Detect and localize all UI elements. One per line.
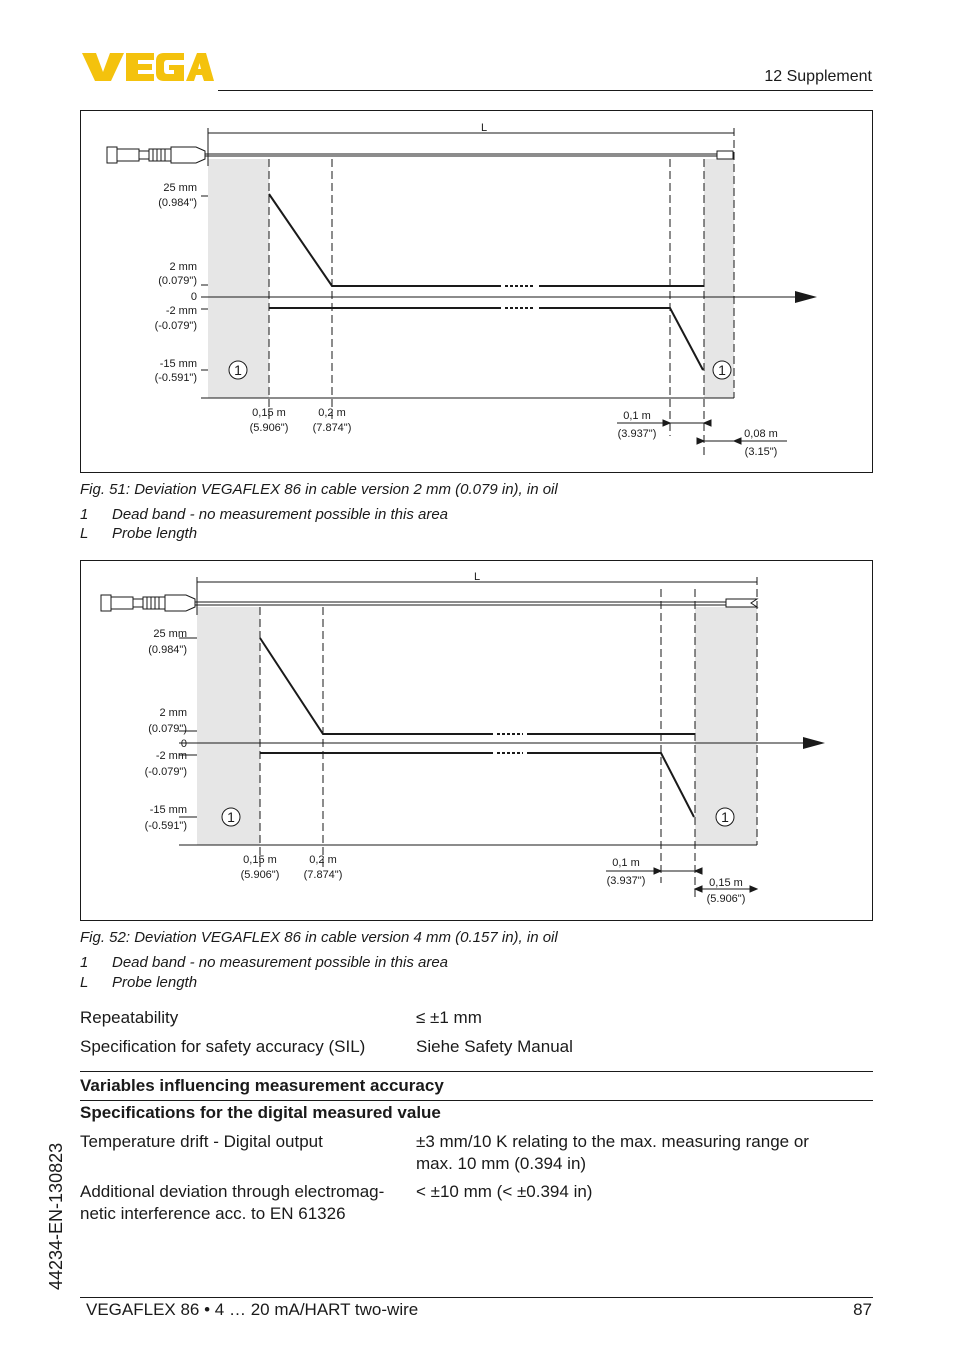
figure-52 (80, 560, 873, 921)
figure-52-caption: Fig. 52: Deviation VEGAFLEX 86 in cable version 4 mm (0.157 in), in oil (80, 929, 558, 946)
svg-text:(5.906"): (5.906") (706, 893, 746, 905)
svg-text:(0.984"): (0.984") (148, 644, 187, 656)
svg-text:1: 1 (234, 362, 242, 378)
y-label-25mm: 25 mm (153, 628, 187, 640)
figure-51 (80, 110, 873, 473)
probe-icon (107, 147, 733, 163)
vega-logo (80, 50, 214, 84)
upper-deviation-curve (269, 194, 501, 286)
upper-deviation-curve (260, 638, 493, 734)
svg-text:(3.937"): (3.937") (606, 875, 646, 887)
svg-text:(0.079"): (0.079") (158, 275, 197, 287)
svg-text:(7.874"): (7.874") (312, 422, 352, 434)
footer-rule (80, 1297, 873, 1298)
svg-text:(0.984"): (0.984") (158, 197, 197, 209)
y-label-minus15mm: -15 mm (159, 358, 197, 370)
section-rule (80, 1071, 873, 1072)
figure-51-caption: Fig. 51: Deviation VEGAFLEX 86 in cable version 2 mm (0.079 in), in oil (80, 481, 558, 498)
svg-text:(0.079"): (0.079") (148, 723, 187, 735)
svg-text:(-0.079"): (-0.079") (154, 320, 197, 332)
x-label-01m: 0,1 m (623, 410, 651, 422)
x-label-01m: 0,1 m (612, 857, 640, 869)
svg-text:(-0.591"): (-0.591") (144, 820, 187, 832)
svg-text:(5.906"): (5.906") (240, 869, 280, 881)
y-label-minus15mm: -15 mm (149, 804, 187, 816)
figure-51-diagram (81, 111, 872, 472)
header-rule (218, 90, 873, 91)
y-label-25mm: 25 mm (163, 182, 197, 194)
axis-arrow-icon (803, 737, 825, 749)
x-label-02m: 0,2 m (309, 854, 337, 866)
variables-heading: Variables influencing measurement accuracy (80, 1076, 444, 1095)
spec-row-sil: Specification for safety accuracy (SIL) Siehe Safety Manual (80, 1037, 573, 1056)
svg-text:(-0.079"): (-0.079") (144, 766, 187, 778)
length-label: L (473, 571, 481, 583)
spec-row-repeatability: Repeatability ≤ ±1 mm (80, 1008, 482, 1027)
figure-52-diagram (81, 561, 872, 920)
spec-row-emi: Additional deviation through electromag- netic interference acc. to EN 61326 < ±10 mm (< ±0.394 in) (80, 1182, 593, 1223)
section-rule (80, 1100, 873, 1101)
x-label-02m: 0,2 m (318, 407, 346, 419)
x-label-008m: 0,08 m (744, 428, 778, 440)
x-label-015m: 0,15 m (243, 854, 277, 866)
svg-text:(-0.591"): (-0.591") (154, 372, 197, 384)
length-label: L (480, 122, 488, 134)
y-label-2mm: 2 mm (159, 707, 187, 719)
digital-value-subheading: Specifications for the digital measured value (80, 1103, 441, 1122)
footer-product: VEGAFLEX 86 • 4 … 20 mA/HART two-wire (86, 1300, 419, 1319)
x-label-015m: 0,15 m (252, 407, 286, 419)
y-label-zero: 0 (190, 291, 197, 303)
y-label-minus2mm: -2 mm (155, 750, 187, 762)
svg-text:1: 1 (721, 809, 729, 825)
svg-text:1: 1 (227, 809, 235, 825)
page-number: 87 (853, 1300, 872, 1319)
svg-text:(3.15"): (3.15") (744, 446, 778, 458)
svg-text:(5.906"): (5.906") (249, 422, 289, 434)
svg-text:(7.874"): (7.874") (303, 869, 343, 881)
svg-text:(3.937"): (3.937") (617, 428, 657, 440)
y-label-2mm: 2 mm (169, 261, 197, 273)
y-label-minus2mm: -2 mm (165, 305, 197, 317)
spec-row-temp-drift: Temperature drift - Digital output ±3 mm/10 K relating to the max. measuring range or max. 10 mm (0.394 in) (80, 1132, 809, 1173)
svg-text:1: 1 (718, 362, 726, 378)
section-title: 12 Supplement (764, 68, 872, 85)
axis-arrow-icon (795, 291, 817, 303)
document-code: 44234-EN-130823 (46, 1142, 66, 1290)
x-label-015m-end: 0,15 m (709, 877, 743, 889)
y-label-zero: 0 (180, 738, 187, 750)
